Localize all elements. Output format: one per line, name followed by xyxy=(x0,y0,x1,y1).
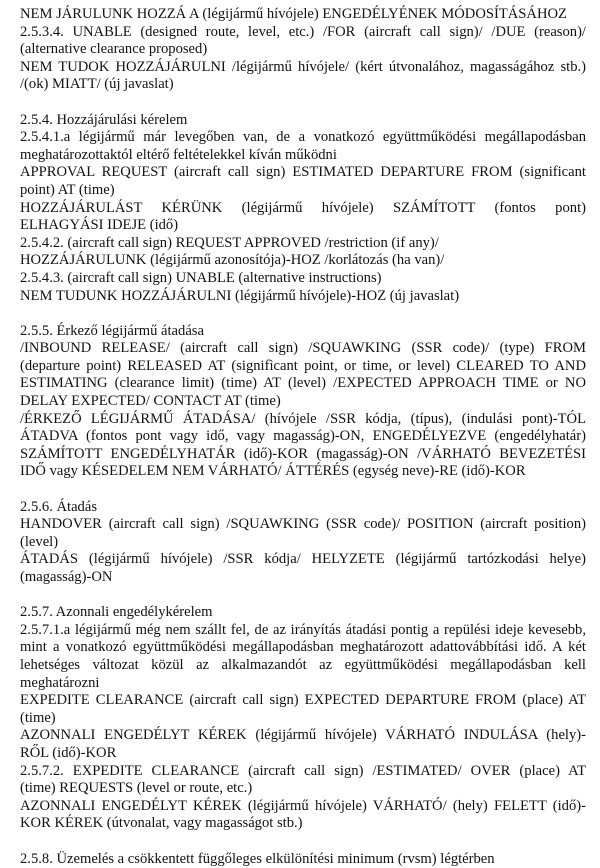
text-line: lehetséges változat közül az alkalmazandót az együttműködési megállapodásban kell xyxy=(20,657,586,675)
text-line: 2.5.4.1.a légijármű már levegőben van, de a vonatkozó együttműködési megállapodásban xyxy=(20,129,586,147)
text-line: NEM TUDUNK HOZZÁJÁRULNI (légijármű hívójele)-HOZ (új javaslat) xyxy=(20,288,586,306)
section-heading: 2.5.5. Érkező légijármű átadása xyxy=(20,323,586,341)
text-line: EXPEDITE CLEARANCE (aircraft call sign) EXPECTED DEPARTURE FROM (place) AT xyxy=(20,692,586,710)
text-line: SZÁMÍTOTT ENGEDÉLYHATÁR (idő)-KOR (magasság)-ON /VÁRHATÓ BEVEZETÉSI xyxy=(20,446,586,464)
text-line: /INBOUND RELEASE/ (aircraft call sign) /SQUAWKING (SSR code)/ (type) FROM xyxy=(20,340,586,358)
text-line: ÁTADVA (fontos pont vagy idő, vagy magasság)-ON, ENGEDÉLYEZVE (engedélyhatár) xyxy=(20,428,586,446)
text-line: APPROVAL REQUEST (aircraft call sign) ESTIMATED DEPARTURE FROM (significant xyxy=(20,164,586,182)
text-line: meghatározni xyxy=(20,675,586,693)
text-line: mint a vonatkozó együttműködési megállapodásban meghatározott adattovábbítási idő. A két xyxy=(20,639,586,657)
section-block xyxy=(20,851,586,868)
text-line: AZONNALI ENGEDÉLYT KÉREK (légijármű hívójele) VÁRHATÓ INDULÁSA (hely)- xyxy=(20,727,586,745)
section-block xyxy=(20,499,586,587)
section-block xyxy=(20,6,586,94)
section-heading: 2.5.7. Azonnali engedélykérelem xyxy=(20,604,586,622)
text-line: NEM TUDOK HOZZÁJÁRULNI /légijármű hívójele/ (kért útvonalához, magasságához stb.) xyxy=(20,59,586,77)
text-line: RŐL (idő)-KOR xyxy=(20,745,586,763)
section-block xyxy=(20,323,586,481)
text-line: ÁTADÁS (légijármű hívójele) /SSR kódja/ HELYZETE (légijármű tartózkodási helye) xyxy=(20,551,586,569)
text-line: 2.5.3.4. UNABLE (designed route, level, etc.) /FOR (aircraft call sign)/ /DUE (reason)/ xyxy=(20,24,586,42)
section-heading: 2.5.6. Átadás xyxy=(20,499,586,517)
section-heading: 2.5.4. Hozzájárulási kérelem xyxy=(20,112,586,130)
text-line: (time) xyxy=(20,710,586,728)
text-line: 2.5.4.3. (aircraft call sign) UNABLE (alternative instructions) xyxy=(20,270,586,288)
text-line: (departure point) RELEASED AT (signifìcant point, or time, or level) CLEARED TO AND xyxy=(20,358,586,376)
text-line: point) AT (time) xyxy=(20,182,586,200)
text-line: HANDOVER (aircraft call sign) /SQUAWKING (SSR code)/ POSITION (aircraft position) xyxy=(20,516,586,534)
text-line: meghatározottaktól eltérő feltételekkel kíván működni xyxy=(20,147,586,165)
section-block xyxy=(20,604,586,833)
text-line: 2.5.7.1.a légijármű még nem szállt fel, de az irányítás átadási pontig a repülési ideje kevesebb, xyxy=(20,622,586,640)
text-line: IDŐ vagy KÉSEDELEM NEM VÁRHATÓ/ ÁTTÉRÉS (egység neve)-RE (idő)-KOR xyxy=(20,463,586,481)
text-line: NEM JÁRULUNK HOZZÁ A (légijármű hívójele) ENGEDÉLYÉNEK MÓDOSÍTÁSÁHOZ xyxy=(20,6,586,24)
text-line: AZONNALI ENGEDÉLYT KÉREK (légijármű hívójele) VÁRHATÓ/ (hely) FELETT (idő)- xyxy=(20,798,586,816)
text-line: (alternative clearance proposed) xyxy=(20,41,586,59)
text-line: (magasság)-ON xyxy=(20,569,586,587)
section-block xyxy=(20,112,586,306)
text-line: 2.5.4.2. (aircraft call sign) REQUEST APPROVED /restriction (if any)/ xyxy=(20,235,586,253)
text-line: /ÉRKEZŐ LÉGIJÁRMŰ ÁTADÁSA/ (hívójele /SSR kódja, (típus), (indulási pont)-TÓL xyxy=(20,411,586,429)
text-line: HOZZÁJÁRULUNK (légijármű azonosítója)-HOZ /korlátozás (ha van)/ xyxy=(20,252,586,270)
text-line: HOZZÁJÁRULÁST KÉRÜNK (légijármű hívójele) SZÁMÍTOTT (fontos pont) xyxy=(20,200,586,218)
text-line: ELHAGYÁSI IDEJE (idő) xyxy=(20,217,586,235)
text-line: /(ok) MIATT/ (új javaslat) xyxy=(20,76,586,94)
text-line: ESTIMATING (clearance limit) (time) AT (level) /EXPECTED APPROACH TIME or NO xyxy=(20,375,586,393)
text-line: KOR KÉREK (útvonalat, vagy magasságot stb.) xyxy=(20,815,586,833)
text-line: DELAY EXPECTED/ CONTACT AT (time) xyxy=(20,393,586,411)
text-line: 2.5.7.2. EXPEDITE CLEARANCE (aircraft call sign) /ESTIMATED/ OVER (place) AT xyxy=(20,763,586,781)
section-heading: 2.5.8. Üzemelés a csökkentett függőleges elkülönítési minimum (rvsm) légtérben xyxy=(20,851,586,868)
text-line: (level) xyxy=(20,534,586,552)
text-line: (time) REQUESTS (level or route, etc.) xyxy=(20,780,586,798)
